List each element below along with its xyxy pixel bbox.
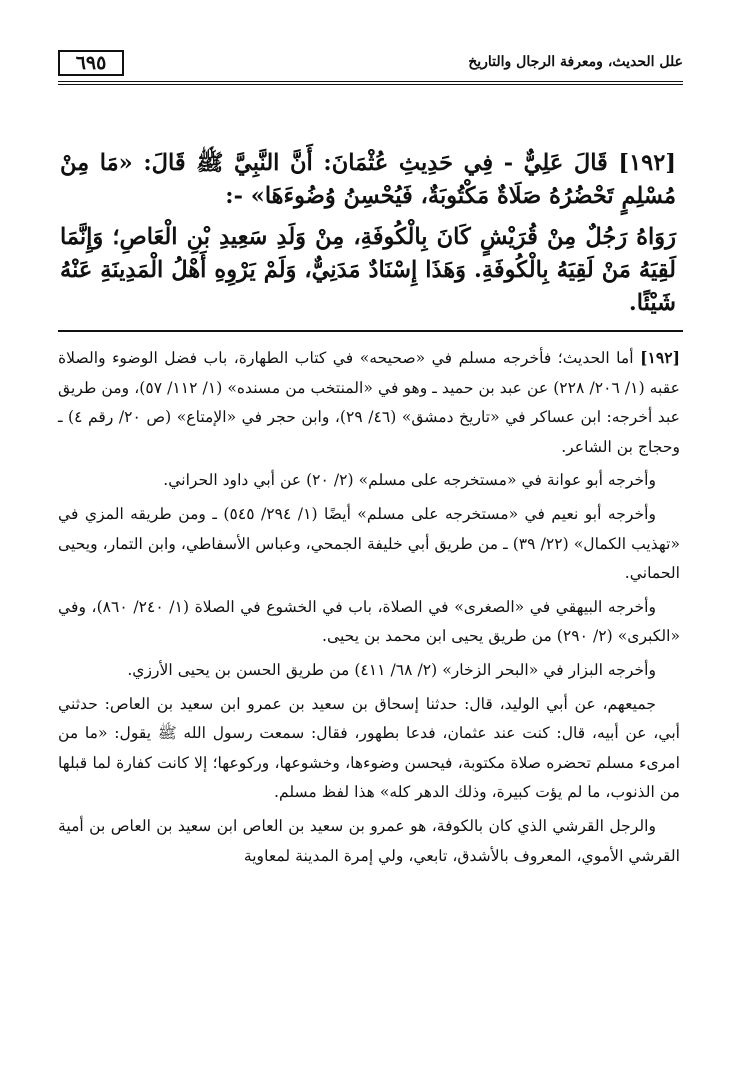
page-header	[58, 48, 683, 82]
footnotes	[58, 343, 680, 875]
header-rule	[58, 81, 683, 82]
hadith-paragraph	[60, 147, 676, 213]
footnote-paragraph: والرجل القرشي الذي كان بالكوفة، هو عمرو بن سعيد بن العاص ابن سعيد بن العاص بن أمية القرشي الأموي، المعروف بالأشدق، تابعي، ولي إمرة المدينة لمعاوية	[58, 816, 680, 865]
page-number: ٦٩٥	[58, 50, 124, 76]
header-rule-double	[58, 84, 683, 85]
footnote-number: [١٩٢]	[640, 348, 680, 367]
main-text	[60, 147, 676, 320]
main-paragraph-2: رَوَاهُ رَجُلٌ مِنْ قُرَيْشٍ كَانَ بِالْكُوفَةِ، مِنْ وَلَدِ سَعِيدِ بْنِ الْعَاصِ؛ وَإِنَّمَا لَقِيَهُ مَنْ لَقِيَهُ بِالْكُوفَةِ. وَهَذَا إِسْنَادٌ مَدَنِيٌّ، وَلَمْ يَرْوِهِ أَهْلُ الْمَدِينَةِ عَنْهُ شَيْئًا.	[60, 224, 676, 316]
hadith-number: [١٩٢]	[618, 150, 676, 176]
footnote-paragraph: جميعهم، عن أبي الوليد، قال: حدثنا إسحاق بن سعيد بن عمرو ابن سعيد بن العاص: حدثني أبي، عن أبيه، قال: كنت عند عثمان، فدعا بطهور، فقال: سمعت رسول الله ﷺ يقول: «ما من امرىء مسلم تحضره صلاة مكتوبة، فيحسن وضوءها، وخشوعها، وركوعها؛ إلا كانت كفارة لما قبلها من الذنوب، ما لم يؤت كبيرة، وذلك الدهر كله» هذا لفظ مسلم.	[58, 694, 680, 802]
footnote-paragraph: وأخرجه أبو عوانة في «مستخرجه على مسلم» (٢/ ٢٠) عن أبي داود الحراني.	[163, 471, 656, 490]
footnote-paragraph: وأخرجه أبو نعيم في «مستخرجه على مسلم» أيضًا (١/ ٢٩٤/ ٥٤٥) ـ ومن طريقه المزي في «تهذيب الكمال» (٢٢/ ٣٩) ـ من طريق أبي خليفة الجمحي، وعباس الأسفاطي، وابن التمار، ويحيى الحماني.	[58, 504, 680, 583]
hadith-text: قَالَ عَلِيٌّ - فِي حَدِيثِ عُثْمَانَ: أَنَّ النَّبِيَّ ﷺ قَالَ: «مَا مِنْ مُسْلِمٍ تَحْضُرُهُ صَلَاةٌ مَكْتُوبَةٌ، فَيُحْسِنُ وُضُوءَهَا» -:	[60, 150, 676, 209]
footnote-paragraph	[58, 343, 680, 462]
footnote-paragraph: وأخرجه البيهقي في «الصغرى» في الصلاة، باب في الخشوع في الصلاة (١/ ٢٤٠/ ٨٦٠)، وفي «الكبرى» (٢/ ٢٩٠) من طريق يحيى ابن محمد بن يحيى.	[58, 597, 680, 646]
footnote-divider	[58, 330, 683, 332]
footnote-paragraph: وأخرجه البزار في «البحر الزخار» (٢/ ٦٨/ ٤١١) من طريق الحسن بن يحيى الأرزي.	[127, 660, 656, 679]
running-title: علل الحديث، ومعرفة الرجال والتاريخ	[468, 54, 683, 70]
footnote-text: أما الحديث؛ فأخرجه مسلم في «صحيحه» في كتاب الطهارة، باب فضل الوضوء والصلاة عقبه (١/ ٢٠٦/ ٢٢٨) عن عبد بن حميد ـ وهو في «المنتخب من مسنده» (١/ ١١٢/ ٥٧)، ومن طريق عبد أخرجه: ابن عساكر في «تاريخ دمشق» (٤٦/ ٢٩)، وابن حجر في «الإمتاع» (ص ٢٠/ رقم ٤) ـ وحجاج بن الشاعر.	[58, 349, 680, 456]
